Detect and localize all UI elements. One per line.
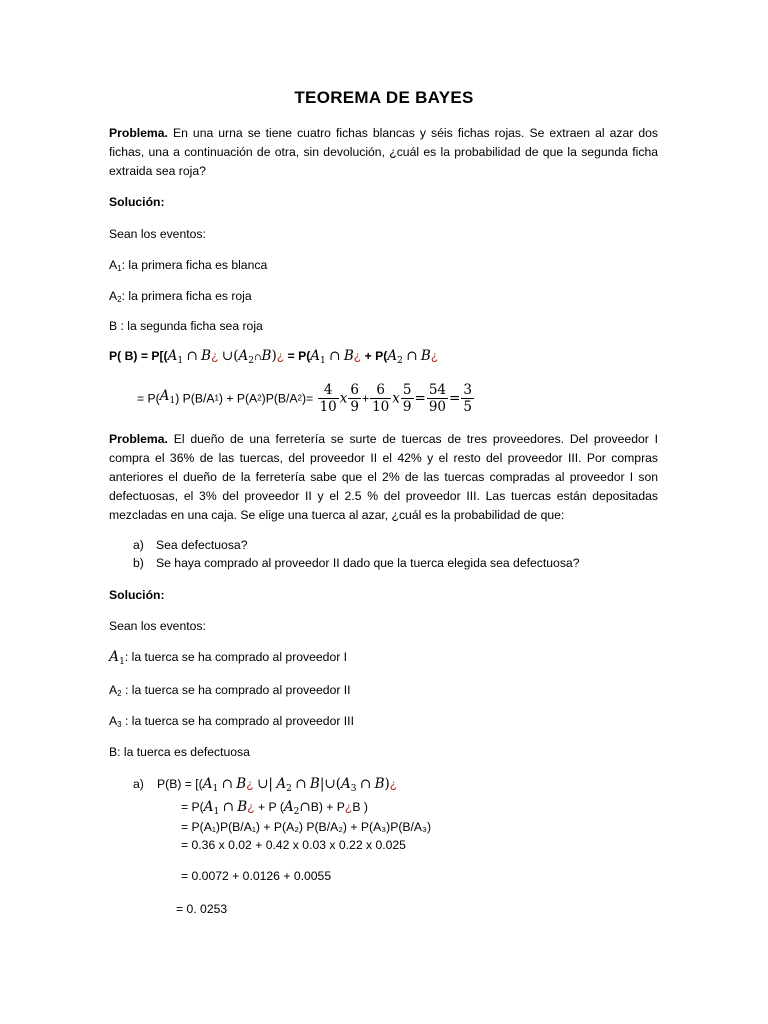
event-2-b: B: la tuerca es defectuosa — [109, 745, 250, 759]
fraction-5-9: $\frac{5}{9}$ — [402, 382, 412, 415]
event-a1: $A_1$: la primera ficha es blanca — [109, 258, 268, 273]
answer-a-step-4: = 0.36 x 0.02 + 0.42 x 0.03 x 0.22 x 0.025 — [181, 838, 406, 852]
event-2-a1: $A_1$: la tuerca se ha comprado al proveedor I — [109, 649, 348, 667]
answer-a-step-5: = 0.0072 + 0.0126 + 0.0055 — [181, 869, 332, 883]
problem-2-statement — [109, 430, 658, 525]
fraction-6-9: $\frac{6}{9}$ — [350, 382, 359, 415]
problem-text: En una urna se tiene cuatro fichas blancas y séis fichas rojas. Se extraen al azar dos fichas, una a continuación de otra, sin devolución, ¿cuál es la probabilidad de que la segunda ficha extraida sea roja? — [109, 126, 658, 178]
page-title: TEOREMA DE BAYES — [294, 88, 474, 107]
event-a2: $A_2$: la primera ficha es roja — [109, 289, 252, 304]
equation-total-probability: P( $B) = P[(A_1$ ∩ B¿ $\cup(A_2\cap B)¿ = P(A_1$ ∩ B¿ + $P(A_2$ ∩ B¿ — [109, 348, 439, 366]
answer-a-step-2: = $P(A_1$ ∩ B¿ + P $(A_2\cap B)$ + P¿B ) — [181, 799, 368, 817]
problem-label: Problema. — [109, 432, 168, 446]
equation-bayes-fractions: = $P(A_1) P(B/A1) + P(A2)P(B/A2)=$ $\frac{4}{10}$ x $\frac{6}{9}$ + $\frac{6}{10}$ x $\frac{5}{9}$ = $\frac{54}{90}$ = $\frac{3}{5}$ — [137, 382, 472, 415]
answer-a-step-1: a) $P(B) = [(A_1$ ∩ B¿ ∪| $A_2$ ∩ $B|\cup(A_3$ ∩ B)¿ — [133, 776, 398, 794]
event-b: B : la segunda ficha sea roja — [109, 319, 263, 333]
solution-label-2: Solución: — [109, 588, 165, 602]
fraction-4-10: $\frac{4}{10}$ — [319, 382, 337, 415]
problem-text: El dueño de una ferretería se surte de tuercas de tres proveedores. Del proveedor I compra el 36% de las tuercas, del proveedor II el 42% y el resto del proveedor III. Por compras anteriores el dueño de la ferretería sabe que el 2% de las tuercas compradas al proveedor I son defectuosas, el 3% del proveedor II y el 2.5 % del proveedor III. Las tuercas están depositadas mezcladas en una caja. Se elige una tuerca al azar, ¿cuál es la probabilidad de que: — [109, 432, 658, 522]
solution-label: Solución: — [109, 195, 165, 209]
event-2-a3: $A_3$ : la tuerca se ha comprado al proveedor III — [109, 714, 354, 729]
problem-1-statement — [109, 124, 658, 181]
events-label-2: Sean los eventos: — [109, 619, 206, 633]
fraction-3-5: $\frac{3}{5}$ — [463, 382, 472, 415]
fraction-6-10: $\frac{6}{10}$ — [372, 382, 390, 415]
problem-label: Problema. — [109, 126, 168, 140]
answer-a-step-3: = P(A₁)P(B/A₁) + P(A₂) P(B/A₂) + P(A₃)P(B/A₃) — [181, 820, 432, 834]
events-label: Sean los eventos: — [109, 227, 206, 241]
event-2-a2: $A_2$ : la tuerca se ha comprado al proveedor II — [109, 683, 351, 698]
question-b: b) Se haya comprado al proveedor II dado que la tuerca elegida sea defectuosa? — [133, 556, 580, 570]
answer-a-result: = 0. 0253 — [176, 902, 228, 916]
question-a: a) Sea defectuosa? — [133, 538, 248, 552]
fraction-54-90: $\frac{54}{90}$ — [428, 382, 446, 415]
